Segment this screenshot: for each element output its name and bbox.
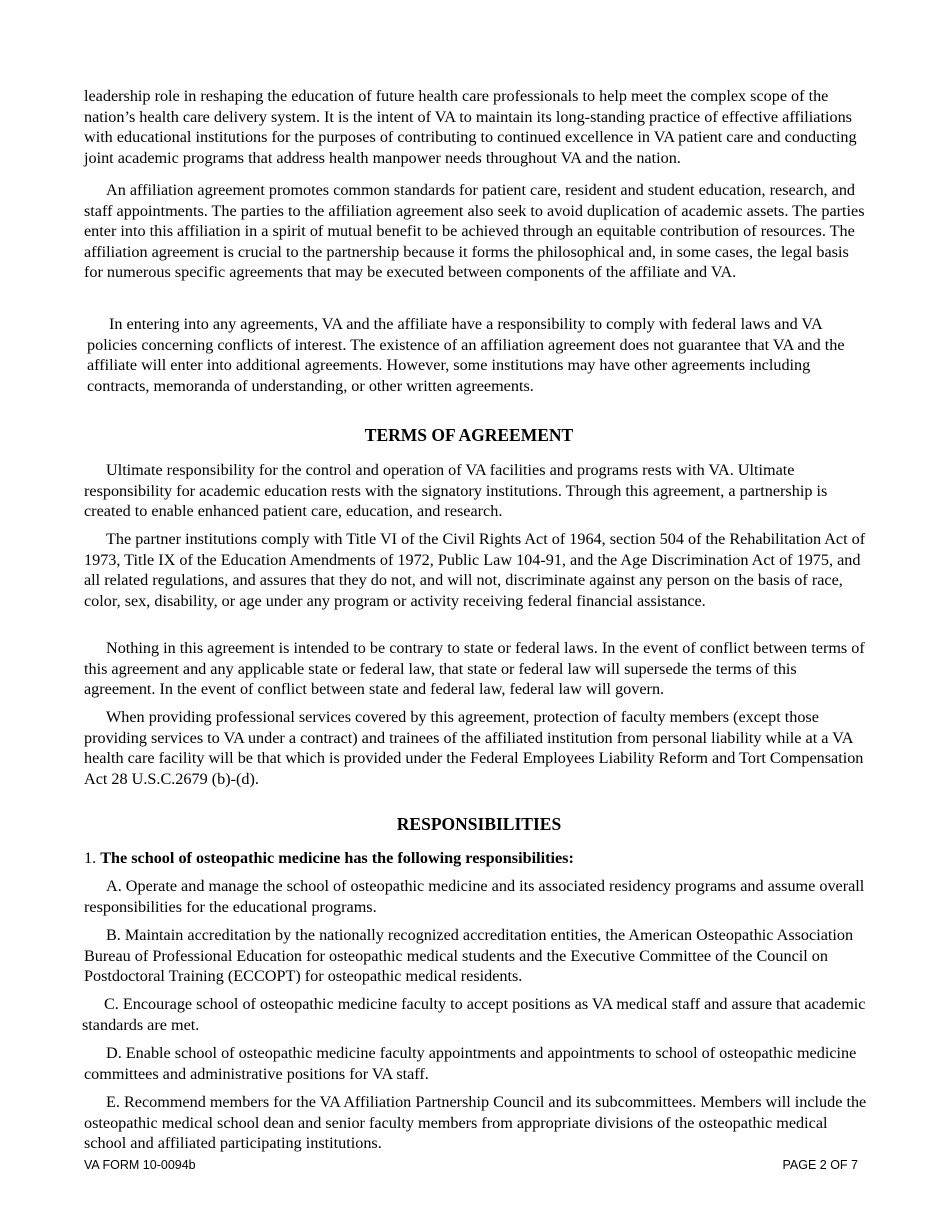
terms-paragraph-4: When providing professional services covered by this agreement, protection of faculty members (except those providing services to VA under a contract) and trainees of the affiliated institution from personal liability while at a VA health care facility will be that which is provided under the Federal Employees Liability Reform and Tort Compensation Act 28 U.S.C.2679 (b)-(d). xyxy=(84,708,864,788)
responsibility-d: D. Enable school of osteopathic medicine faculty appointments and appointments to school of osteopathic medicine committees and administrative positions for VA staff. xyxy=(84,1044,857,1083)
responsibility-a: A. Operate and manage the school of osteopathic medicine and its associated residency programs and assume overall responsibilities for the educational programs. xyxy=(84,877,865,916)
terms-paragraph-3: Nothing in this agreement is intended to be contrary to state or federal laws. In the event of conflict between terms of this agreement and any applicable state or federal law, that state or federal law will supersede the terms of this agreement. In the event of conflict between state and federal law, federal law will govern. xyxy=(84,639,865,698)
item-number: 1. xyxy=(84,849,97,867)
terms-heading: TERMS OF AGREEMENT xyxy=(364,425,574,445)
responsibility-e: E. Recommend members for the VA Affiliation Partnership Council and its subcommittees. Members will include the osteopathic medical school dean and senior faculty members from appropriate divisions of the osteopathic medical school and affiliated participating institutions. xyxy=(84,1093,867,1152)
item-title: The school of osteopathic medicine has the following responsibilities: xyxy=(100,849,574,867)
intro-paragraph-3: In entering into any agreements, VA and the affiliate have a responsibility to comply with federal laws and VA policies concerning conflicts of interest. The existence of an affiliation agreement does not guarantee that VA and the affiliate will enter into additional agreements. However, some institutions may have other agreements including contracts, memoranda of understanding, or other written agreements. xyxy=(87,315,845,395)
intro-paragraph-1: leadership role in reshaping the education of future health care professionals to help meet the complex scope of the nation’s health care delivery system. It is the intent of VA to maintain its long-standing practice of effective affiliations with educational institutions for the purposes of contributing to continued excellence in VA patient care and conducting joint academic programs that address health manpower needs throughout VA and the nation. xyxy=(84,87,857,167)
responsibility-b: B. Maintain accreditation by the nationally recognized accreditation entities, the American Osteopathic Association Bureau of Professional Education for osteopathic medical students and the Executive Committee of the Council on Postdoctoral Training (ECCOPT) for osteopathic medical residents. xyxy=(84,926,854,985)
intro-paragraph-2: An affiliation agreement promotes common standards for patient care, resident and student education, research, and staff appointments. The parties to the affiliation agreement also seek to avoid duplication of academic assets. The parties enter into this affiliation in a spirit of mutual benefit to be achieved through an equitable contribution of resources. The affiliation agreement is crucial to the partnership because it forms the philosophical and, in some cases, the legal basis for numerous specific agreements that may be executed between components of the affiliate and VA. xyxy=(84,181,865,281)
terms-paragraph-1: Ultimate responsibility for the control and operation of VA facilities and programs rests with VA. Ultimate responsibility for academic education rests with the signatory institutions. Through this agreement, a partnership is created to enable enhanced patient care, education, and research. xyxy=(84,461,828,520)
footer-form-number: VA FORM 10-0094b xyxy=(84,1158,196,1172)
footer-page-number: PAGE 2 OF 7 xyxy=(782,1158,858,1172)
responsibility-c: C. Encourage school of osteopathic medicine faculty to accept positions as VA medical staff and assure that academic standards are met. xyxy=(82,995,866,1034)
responsibilities-heading: RESPONSIBILITIES xyxy=(396,814,562,834)
terms-paragraph-2: The partner institutions comply with Title VI of the Civil Rights Act of 1964, section 504 of the Rehabilitation Act of 1973, Title IX of the Education Amendments of 1972, Public Law 104-91, and the Age Discrimination Act of 1975, and all related regulations, and assures that they do not, and will not, discriminate against any person on the basis of race, color, sex, disability, or age under any program or activity receiving federal financial assistance. xyxy=(84,530,866,610)
responsibility-item-1 xyxy=(84,848,870,869)
